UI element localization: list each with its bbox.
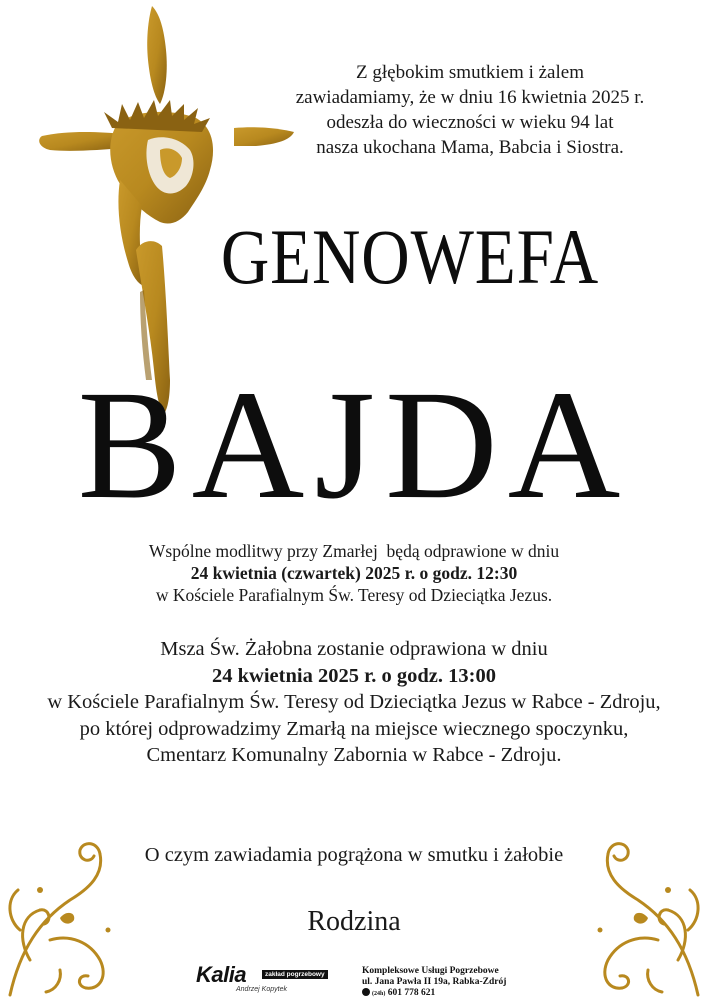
logo-tag: zakład pogrzebowy [262, 970, 328, 979]
prayers-info [0, 540, 708, 606]
floral-ornament-icon [0, 830, 130, 1000]
company-phone-row [362, 988, 562, 1000]
mass-line-3: w Kościele Parafialnym Św. Teresy od Dzieciątka Jezus w Rabce - Zdroju, [47, 691, 661, 713]
mass-line-1: Msza Św. Żałobna zostanie odprawiona w dniu [160, 638, 548, 660]
intro-line-3: odeszła do wieczności w wieku 94 lat [326, 112, 614, 133]
company-info [362, 966, 562, 1000]
phone-icon [362, 988, 370, 996]
prayers-line-1: Wspólne modlitwy przy Zmarłej będą odprawione w dniu [148, 541, 560, 561]
mass-info [0, 636, 708, 769]
intro-line-1: Z głębokim smutkiem i żalem [356, 62, 584, 83]
intro-line-4: nasza ukochana Mama, Babcia i Siostra. [316, 137, 624, 158]
floral-ornament-icon [578, 830, 708, 1000]
intro-text [250, 60, 690, 160]
deceased-first-name: GENOWEFA [220, 213, 600, 300]
company-phone: 601 778 621 [387, 988, 436, 998]
logo-owner: Andrzej Kopytek [236, 986, 287, 993]
deceased-last-name: BAJDA [77, 358, 631, 531]
mass-line-5: Cmentarz Komunalny Zabornia w Rabce - Zdroju. [146, 744, 562, 766]
family-signature: Rodzina [307, 906, 401, 937]
company-address: ul. Jana Pawła II 19a, Rabka-Zdrój [362, 977, 507, 987]
logo-name: Kalia [196, 962, 247, 987]
company-name: Kompleksowe Usługi Pogrzebowe [362, 966, 499, 976]
prayers-date: 24 kwietnia (czwartek) 2025 r. o godz. 12:30 [190, 563, 518, 583]
mass-date: 24 kwietnia 2025 r. o godz. 13:00 [212, 664, 496, 687]
prayers-line-3: w Kościele Parafialnym Św. Teresy od Dzieciątka Jezus. [155, 585, 553, 605]
intro-line-2: zawiadamiamy, że w dniu 16 kwietnia 2025 r. [295, 87, 645, 108]
phone-label: (24h) [372, 991, 386, 997]
mass-line-4: po której odprowadzimy Zmarłą na miejsce wiecznego spoczynku, [79, 717, 629, 740]
funeral-home-logo [196, 962, 346, 1000]
closing-text: O czym zawiadamia pogrążona w smutku i żałobie [144, 844, 564, 866]
